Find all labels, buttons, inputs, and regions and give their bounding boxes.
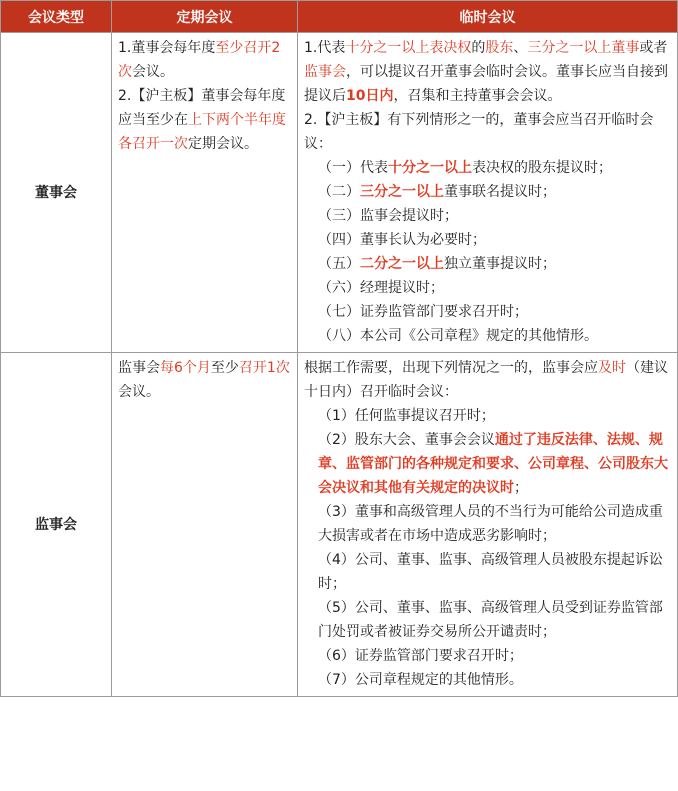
highlight-text: 上下两个半年度各召开一次 <box>118 112 286 152</box>
text-run: 根据工作需要，出现下列情况之一的，监事会应 <box>304 360 598 376</box>
text-run: 董事联名提议时； <box>444 184 556 200</box>
text-run: ，召集和主持董事会会议。 <box>393 88 562 104</box>
text-run: 的 <box>471 40 486 56</box>
highlight-text: 及时 <box>598 360 626 376</box>
highlight-text: 十分之一以上 <box>388 160 472 176</box>
supervisory-special-item <box>304 668 673 692</box>
text-run: （八）本公司《公司章程》规定的其他情形。 <box>318 328 598 344</box>
highlight-text: 三分之一以上 <box>360 184 444 200</box>
highlight-text: 10日内 <box>346 88 394 104</box>
text-run: 或者 <box>639 40 668 56</box>
board-special-item <box>304 108 673 156</box>
supervisory-special-item <box>304 404 673 428</box>
text-run: 2.【沪主板】董事会每年度应当至少在 <box>118 88 286 128</box>
text-run: 2.【沪主板】有下列情形之一的，董事会应当召开临时会议： <box>304 112 654 152</box>
supervisory-special-item <box>304 428 673 500</box>
board-regular-cell <box>112 33 298 353</box>
board-regular-item <box>118 36 293 84</box>
highlight-text: 监事会 <box>304 64 346 80</box>
text-run: 至少 <box>210 360 239 376</box>
supervisory-regular-cell <box>112 353 298 697</box>
text-run: （七）证券监管部门要求召开时； <box>318 304 528 320</box>
board-special-item <box>304 276 673 300</box>
board-special-item <box>304 204 673 228</box>
text-run: （二） <box>318 184 360 200</box>
text-run: （7）公司章程规定的其他情形。 <box>318 672 523 688</box>
text-run: （4）公司、董事、监事、高级管理人员被股东提起诉讼时； <box>318 552 663 592</box>
highlight-text: 股东 <box>485 40 514 56</box>
text-run: （1）任何监事提议召开时； <box>318 408 495 424</box>
board-row <box>1 33 678 353</box>
text-run: 会议。 <box>132 64 174 80</box>
board-special-item <box>304 228 673 252</box>
text-run: 会议。 <box>118 384 160 400</box>
board-special-item <box>304 300 673 324</box>
header-special-meeting: 临时会议 <box>298 1 678 33</box>
text-run: （6）证券监管部门要求召开时； <box>318 648 523 664</box>
text-run: （3）董事和高级管理人员的不当行为可能给公司造成重大损害或者在市场中造成恶劣影响时； <box>318 504 663 544</box>
board-special-cell <box>298 33 678 353</box>
supervisory-special-item <box>304 596 673 644</box>
text-run: （六）经理提议时； <box>318 280 444 296</box>
highlight-text: 每6个月 <box>160 360 211 376</box>
header-meeting-type: 会议类型 <box>1 1 112 33</box>
header-row <box>1 1 678 33</box>
text-run: 1.董事会每年度 <box>118 40 216 56</box>
board-regular-item <box>118 84 293 156</box>
text-run: （建议十日内）召开临时会议： <box>304 360 668 400</box>
highlight-text: 十分之一以上表决权 <box>345 40 472 56</box>
supervisory-special-item <box>304 644 673 668</box>
supervisory-special-item <box>304 500 673 548</box>
text-run: （四）董事长认为必要时； <box>318 232 486 248</box>
board-special-item <box>304 36 673 108</box>
highlight-text: 至少召开2次 <box>118 40 281 80</box>
text-run: ； <box>514 480 528 496</box>
header-regular-meeting: 定期会议 <box>112 1 298 33</box>
supervisory-special-item <box>304 548 673 596</box>
text-run: ，可以提议召开董事会临时会议。董事长应当自接到提议后 <box>304 64 668 104</box>
text-run: （2）股东大会、董事会会议 <box>318 432 495 448</box>
supervisory-special-cell <box>298 353 678 697</box>
board-special-item <box>304 156 673 180</box>
board-special-item <box>304 180 673 204</box>
text-run: 1.代表 <box>304 40 346 56</box>
text-run: （5）公司、董事、监事、高级管理人员受到证券监管部门处罚或者被证券交易所公开谴责时； <box>318 600 663 640</box>
text-run: 独立董事提议时； <box>444 256 556 272</box>
text-run: 定期会议。 <box>188 136 258 152</box>
text-run: （一）代表 <box>318 160 388 176</box>
board-type-cell: 董事会 <box>1 33 112 353</box>
highlight-text: 三分之一以上董事 <box>527 40 640 56</box>
board-special-item <box>304 252 673 276</box>
highlight-text: 召开1次 <box>238 360 290 376</box>
text-run: 表决权的股东提议时； <box>472 160 612 176</box>
text-run: 、 <box>513 40 528 56</box>
highlight-text: 二分之一以上 <box>360 256 444 272</box>
supervisory-regular-item <box>118 356 293 404</box>
text-run: （三）监事会提议时； <box>318 208 458 224</box>
supervisory-special-item <box>304 356 673 404</box>
board-special-item <box>304 324 673 348</box>
text-run: 监事会 <box>118 360 160 376</box>
highlight-text: 通过了违反法律、法规、规章、监管部门的各种规定和要求、公司章程、公司股东大会决议和其他有关规定的决议时 <box>318 432 668 496</box>
supervisory-type-cell: 监事会 <box>1 353 112 697</box>
supervisory-row <box>1 353 678 697</box>
text-run: （五） <box>318 256 360 272</box>
